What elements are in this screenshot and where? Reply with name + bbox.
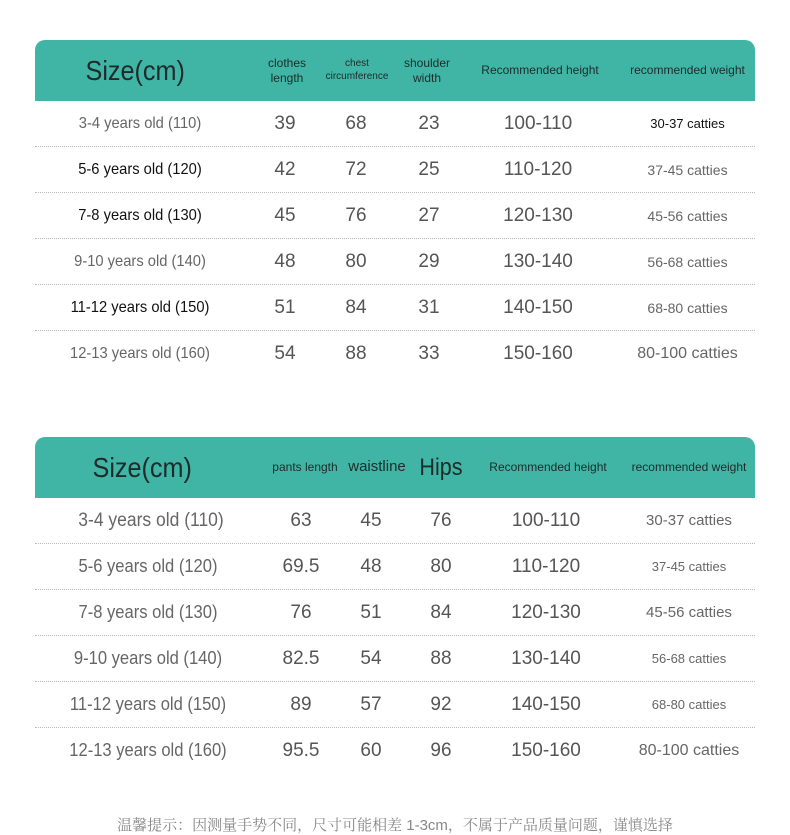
clothes-length-cell: 51 (274, 296, 296, 318)
pants-length-cell: 69.5 (282, 555, 320, 577)
size-title: Size(cm) (92, 452, 193, 483)
chest-cell: 88 (345, 342, 367, 364)
waistline-label: waistline (348, 458, 406, 476)
hips-cell: 92 (430, 693, 452, 715)
bottom-size-table (35, 437, 755, 773)
age-cell: 9-10 years old (140) (73, 648, 223, 668)
pants-length-header (267, 437, 343, 498)
weight-cell: 68-80 catties (647, 299, 728, 316)
age-cell: 3-4 years old (110) (78, 509, 224, 531)
weight-cell: 68-80 catties (651, 697, 727, 712)
size-header (35, 40, 235, 101)
table-row (35, 590, 755, 636)
weight-header (620, 40, 755, 101)
chest-cell: 84 (345, 296, 367, 318)
pants-length-cell: 63 (290, 509, 312, 531)
shoulder-cell: 31 (418, 296, 440, 318)
hips-cell: 80 (430, 555, 452, 577)
table-row (35, 544, 755, 590)
hips-label: Hips (419, 453, 463, 481)
pants-length-cell: 89 (290, 693, 312, 715)
waistline-cell: 48 (360, 555, 382, 577)
height-label: Recommended height (481, 63, 599, 77)
age-cell: 9-10 years old (140) (74, 252, 206, 270)
waistline-cell: 54 (360, 647, 382, 669)
chest-cell: 76 (345, 204, 367, 226)
table-row (35, 682, 755, 728)
size-header (35, 437, 250, 498)
chest-cell: 80 (345, 250, 367, 272)
weight-cell: 37-45 catties (651, 559, 727, 574)
table-row (35, 101, 755, 147)
height-cell: 130-140 (503, 250, 573, 272)
clothes-length-cell: 48 (274, 250, 296, 272)
age-cell: 11-12 years old (150) (69, 694, 227, 714)
chest-label: chest circumference (325, 58, 389, 82)
table-row (35, 498, 755, 544)
pants-length-cell: 82.5 (282, 647, 320, 669)
age-cell: 7-8 years old (130) (78, 602, 218, 622)
age-cell: 5-6 years old (120) (78, 160, 202, 178)
weight-label: recommended weight (631, 460, 747, 474)
height-header (475, 40, 605, 101)
clothes-length-cell: 54 (274, 342, 296, 364)
shoulder-header (399, 40, 455, 101)
clothes-length-label: clothes length (267, 55, 307, 85)
age-cell: 3-4 years old (110) (78, 114, 202, 132)
measurement-footnote: 温馨提示：因测量手势不同，尺寸可能相差 1-3cm，不属于产品质量问题，谨慎选择 (117, 817, 673, 834)
age-cell: 11-12 years old (150) (70, 298, 210, 316)
age-cell: 12-13 years old (160) (70, 344, 210, 362)
pants-length-label: pants length (272, 460, 338, 474)
chest-cell: 68 (345, 112, 367, 134)
waistline-cell: 45 (360, 509, 382, 531)
weight-cell: 56-68 catties (651, 651, 727, 666)
weight-cell: 37-45 catties (647, 161, 728, 178)
chest-cell: 72 (345, 158, 367, 180)
size-title: Size(cm) (85, 55, 185, 86)
pants-length-cell: 95.5 (282, 739, 320, 761)
clothes-length-cell: 42 (274, 158, 296, 180)
table-row (35, 285, 755, 331)
shoulder-cell: 27 (418, 204, 440, 226)
hips-cell: 76 (430, 509, 452, 531)
hips-header (413, 437, 469, 498)
height-cell: 150-160 (511, 739, 581, 761)
waistline-cell: 51 (360, 601, 382, 623)
waistline-header (341, 437, 413, 498)
pants-length-cell: 76 (290, 601, 312, 623)
height-header (483, 437, 613, 498)
weight-cell: 56-68 catties (647, 253, 728, 270)
height-cell: 140-150 (511, 693, 581, 715)
weight-header (623, 437, 755, 498)
age-cell: 5-6 years old (120) (78, 556, 218, 576)
shoulder-label: shoulder width (403, 55, 451, 85)
clothes-length-header (257, 40, 317, 101)
clothes-length-cell: 39 (274, 112, 296, 134)
height-cell: 100-110 (511, 509, 581, 531)
shoulder-cell: 25 (418, 158, 440, 180)
waistline-cell: 57 (360, 693, 382, 715)
height-cell: 100-110 (503, 112, 573, 134)
weight-cell: 45-56 catties (646, 604, 732, 621)
table-row (35, 239, 755, 285)
age-cell: 12-13 years old (160) (69, 740, 227, 760)
height-cell: 130-140 (511, 647, 581, 669)
table-row (35, 636, 755, 682)
weight-label: recommended weight (630, 63, 745, 77)
table-header (35, 40, 755, 101)
height-cell: 120-130 (511, 601, 581, 623)
top-size-table (35, 40, 755, 376)
height-cell: 120-130 (503, 204, 573, 226)
hips-cell: 96 (430, 739, 452, 761)
shoulder-cell: 29 (418, 250, 440, 272)
waistline-cell: 60 (360, 739, 382, 761)
weight-cell: 45-56 catties (647, 207, 728, 224)
chest-header (323, 40, 391, 101)
height-cell: 150-160 (503, 342, 573, 364)
table-row (35, 147, 755, 193)
height-label: Recommended height (489, 460, 607, 474)
height-cell: 140-150 (503, 296, 573, 318)
weight-cell: 80-100 catties (637, 344, 738, 362)
weight-cell: 80-100 catties (638, 741, 740, 759)
hips-cell: 88 (430, 647, 452, 669)
clothes-length-cell: 45 (274, 204, 296, 226)
height-cell: 110-120 (503, 158, 573, 180)
shoulder-cell: 23 (418, 112, 440, 134)
height-cell: 110-120 (511, 555, 581, 577)
hips-cell: 84 (430, 601, 452, 623)
table-header (35, 437, 755, 498)
table-row (35, 728, 755, 773)
table-row (35, 331, 755, 376)
table-row (35, 193, 755, 239)
age-cell: 7-8 years old (130) (78, 206, 202, 224)
weight-cell: 30-37 catties (646, 512, 732, 529)
shoulder-cell: 33 (418, 342, 440, 364)
weight-cell: 30-37 catties (650, 116, 725, 131)
